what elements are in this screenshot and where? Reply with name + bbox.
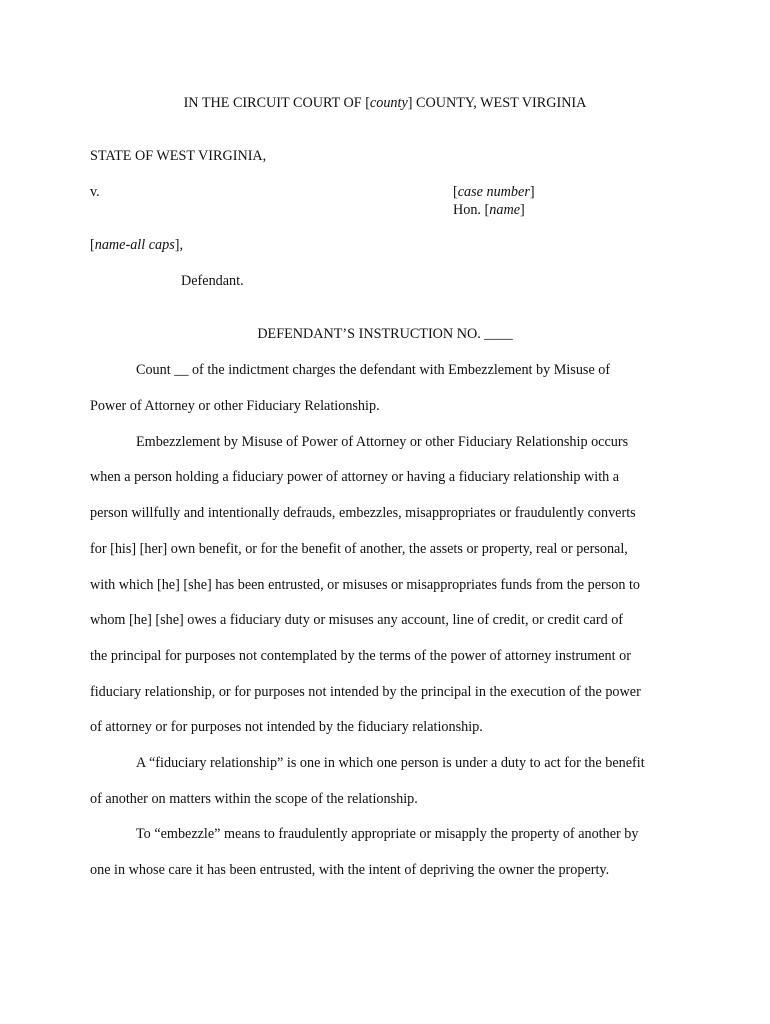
versus-label: v.: [90, 184, 100, 200]
body-line: fiduciary relationship, or for purposes not intended by the principal in the execution of the power: [90, 684, 641, 700]
plaintiff-name: STATE OF WEST VIRGINIA,: [90, 148, 267, 164]
body-line: of another on matters within the scope of the relationship.: [90, 791, 418, 807]
defendant-label: Defendant.: [181, 273, 244, 289]
body-line: one in whose care it has been entrusted, with the intent of depriving the owner the property.: [90, 862, 610, 878]
defendant-name-placeholder: name-all caps: [94, 237, 175, 253]
body-line: Count __ of the indictment charges the defendant with Embezzlement by Misuse of: [136, 362, 611, 378]
instruction-title: DEFENDANT’S INSTRUCTION NO. ____: [257, 326, 513, 342]
body-line: when a person holding a fiduciary power of attorney or having a fiduciary relationship with a: [90, 469, 620, 485]
judge-name: [453, 201, 525, 219]
body-line: A “fiduciary relationship” is one in which one person is under a duty to act for the benefit: [136, 755, 645, 771]
court-county-placeholder: county: [369, 95, 408, 111]
body-line: with which [he] [she] has been entrusted, or misuses or misappropriates funds from the person to: [90, 577, 641, 593]
court-heading-suffix: ] COUNTY, WEST VIRGINIA: [407, 95, 587, 111]
court-heading: [0, 94, 770, 112]
body-line: Power of Attorney or other Fiduciary Relationship.: [90, 398, 380, 414]
body-line: for [his] [her] own benefit, or for the benefit of another, the assets or property, real or personal,: [90, 541, 628, 557]
judge-prefix: Hon. [: [453, 202, 490, 218]
case-number: [453, 183, 535, 201]
defendant-name: [90, 236, 183, 254]
case-number-open: [: [453, 184, 458, 200]
body-line: of attorney or for purposes not intended by the fiduciary relationship.: [90, 719, 483, 735]
defendant-open: [: [90, 237, 95, 253]
body-line: To “embezzle” means to fraudulently appropriate or misapply the property of another by: [136, 826, 639, 842]
court-heading-prefix: IN THE CIRCUIT COURT OF [: [183, 95, 370, 111]
defendant-close: ],: [174, 237, 184, 253]
judge-name-placeholder: name: [489, 202, 520, 218]
judge-suffix: ]: [520, 202, 525, 218]
body-line: the principal for purposes not contemplated by the terms of the power of attorney instrument or: [90, 648, 631, 664]
body-line: whom [he] [she] owes a fiduciary duty or misuses any account, line of credit, or credit card of: [90, 612, 624, 628]
body-line: Embezzlement by Misuse of Power of Attorney or other Fiduciary Relationship occurs: [136, 434, 629, 450]
body-line: person willfully and intentionally defrauds, embezzles, misappropriates or fraudulently converts: [90, 505, 636, 521]
case-number-close: ]: [529, 184, 535, 200]
case-number-placeholder: case number: [457, 184, 530, 200]
